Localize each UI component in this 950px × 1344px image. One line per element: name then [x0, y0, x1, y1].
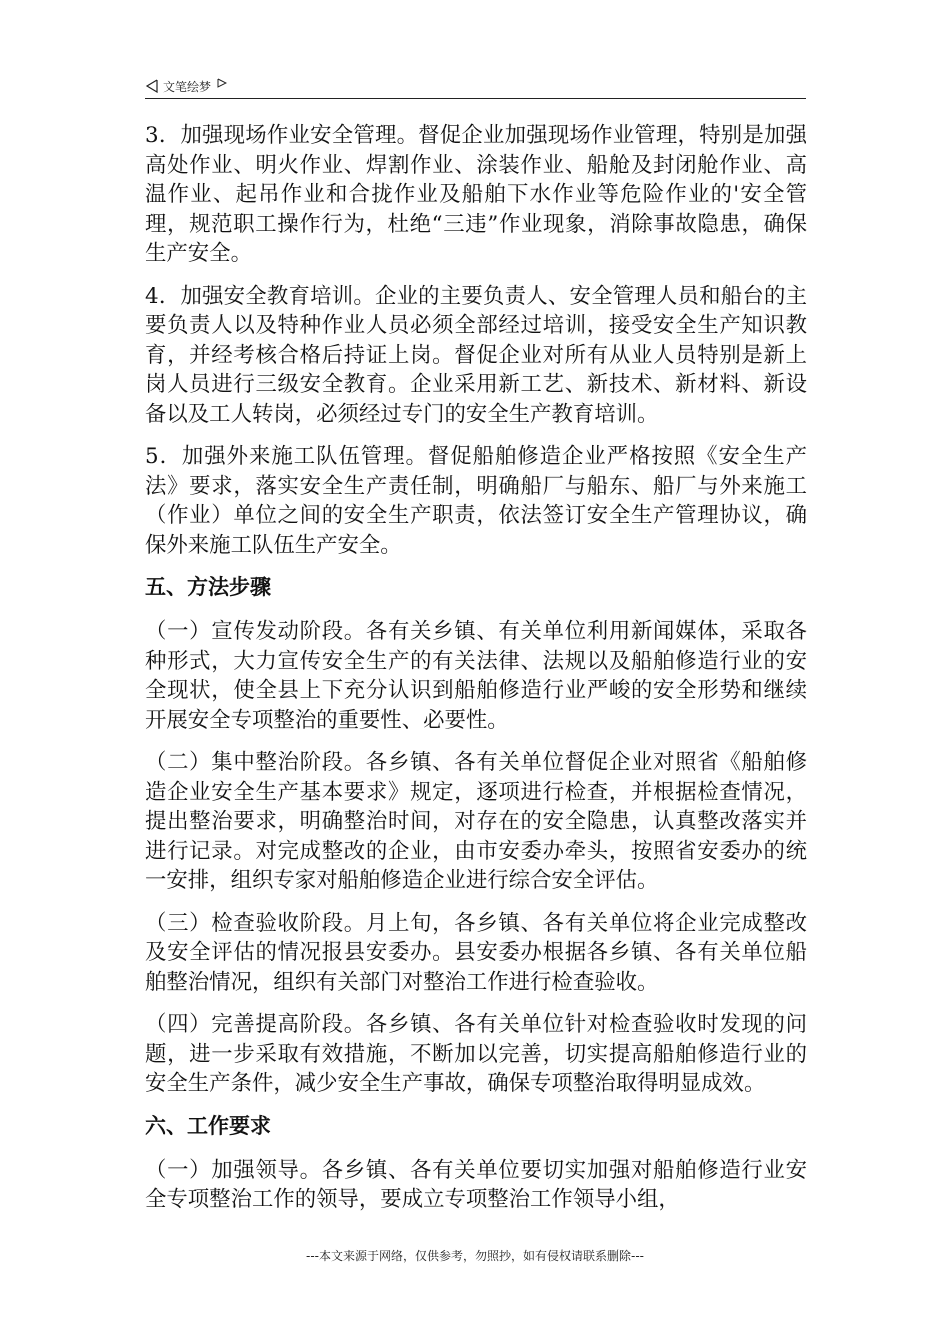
paragraph-5-external-teams: 5．加强外来施工队伍管理。督促船舶修造企业严格按照《安全生产法》要求，落实安全生产责任制，明确船厂与船东、船厂与外来施工（作业）单位之间的安全生产职责，依法签订安全生产管理协议，确保外来施工队伍生产安全。 — [145, 444, 807, 558]
section-heading-5: 五、方法步骤 — [145, 575, 271, 599]
paragraph-step-3: （三）检查验收阶段。月上旬，各乡镇、各有关单位将企业完成整改及安全评估的情况报县安委办。县安委办根据各乡镇、各有关单位船舶整治情况，组织有关部门对整治工作进行检查验收。 — [145, 910, 807, 995]
brand-name: 文笔绘梦 — [163, 79, 212, 94]
page-footer-disclaimer: ---本文来源于网络，仅供参考，勿照抄，如有侵权请联系删除--- — [306, 1249, 644, 1263]
paragraph-step-4: （四）完善提高阶段。各乡镇、各有关单位针对检查验收时发现的问题，进一步采取有效措施，不断加以完善，切实提高船舶修造行业的安全生产条件，减少安全生产事故，确保专项整治取得明显成效。 — [145, 1012, 807, 1096]
triangle-right-icon — [217, 78, 227, 88]
paragraph-step-2: （二）集中整治阶段。各乡镇、各有关单位督促企业对照省《船舶修造企业安全生产基本要求》规定，逐项进行检查，并根据检查情况，提出整治要求，明确整治时间，对存在的安全隐患，认真整改落实并进行记录。对完成整改的企业，由市安委办牵头，按照省安委办的统一安排，组织专家对船舶修造企业进行综合安全评估。 — [145, 750, 807, 893]
document-body — [145, 121, 807, 1228]
page-header — [145, 76, 806, 99]
triangle-left-icon — [145, 79, 159, 93]
paragraph-3-site-safety: 3．加强现场作业安全管理。督促企业加强现场作业管理，特别是加强高处作业、明火作业、焊割作业、涂装作业、船舱及封闭舱作业、高温作业、起吊作业和合拢作业及船舶下水作业等危险作业的'安全管理，规范职工操作行为，杜绝“三违”作业现象，消除事故隐患，确保生产安全。 — [145, 123, 807, 266]
paragraph-step-1: （一）宣传发动阶段。各有关乡镇、有关单位利用新闻媒体，采取各种形式，大力宣传安全生产的有关法律、法规以及船舶修造行业的安全现状，使全县上下充分认识到船舶修造行业严峻的安全形势和继续开展安全专项整治的重要性、必要性。 — [145, 619, 807, 733]
section-heading-6: 六、工作要求 — [145, 1113, 271, 1138]
paragraph-requirement-1: （一）加强领导。各乡镇、各有关单位要切实加强对船舶修造行业安全专项整治工作的领导，要成立专项整治工作领导小组， — [145, 1157, 807, 1212]
paragraph-4-training: 4．加强安全教育培训。企业的主要负责人、安全管理人员和船台的主要负责人以及特种作业人员必须全部经过培训，接受安全生产知识教育，并经考核合格后持证上岗。督促企业对所有从业人员特别是新上岗人员进行三级安全教育。企业采用新工艺、新技术、新材料、新设备以及工人转岗，必须经过专门的安全生产教育培训。 — [145, 283, 807, 427]
brand-logo — [145, 76, 227, 96]
